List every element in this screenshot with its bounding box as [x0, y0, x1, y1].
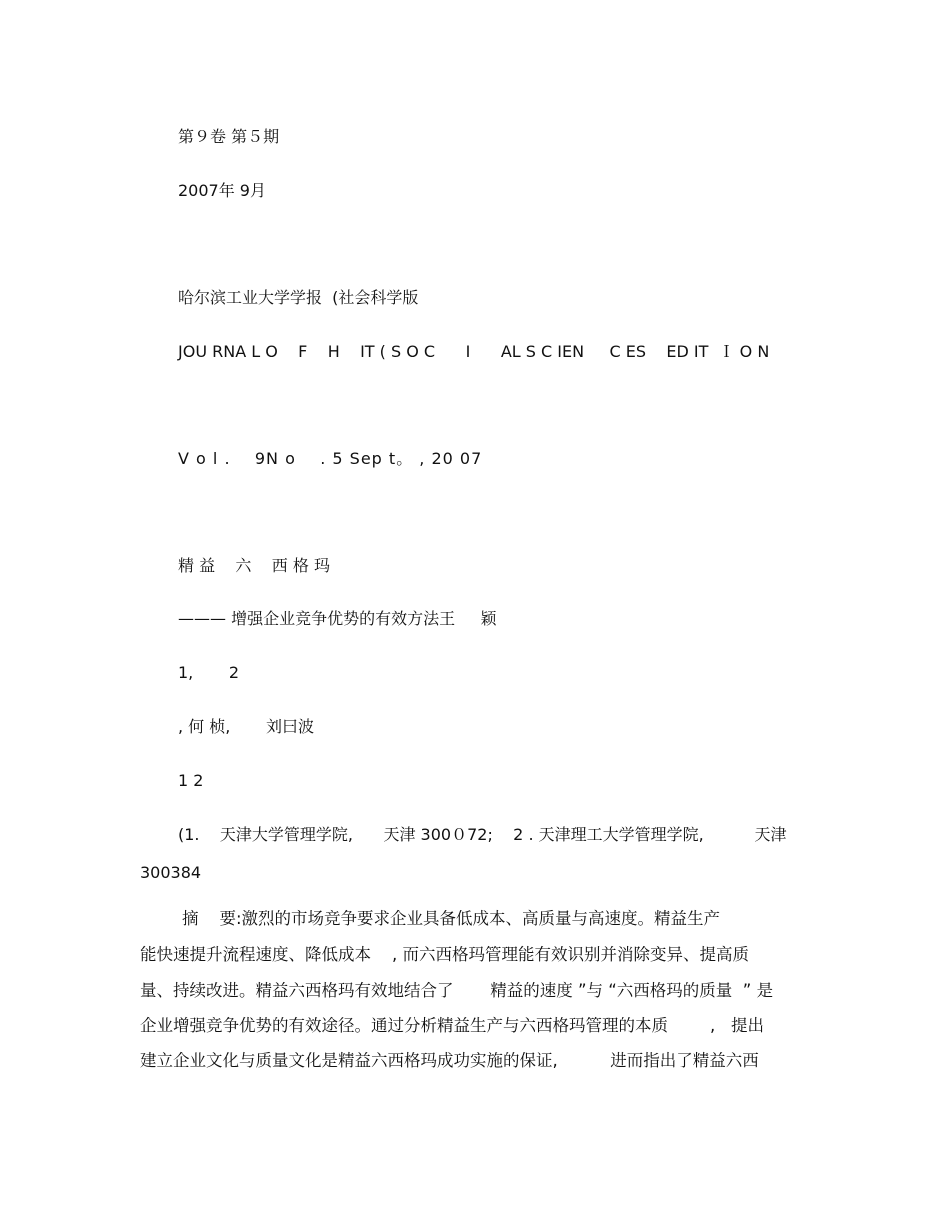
abstract-line: 企业增强竞争优势的有效途径。通过分析精益生产与六西格玛管理的本质 , 提出	[140, 1016, 764, 1035]
abstract-line: 建立企业文化与质量文化是精益六西格玛成功实施的保证, 进而指出了精益六西	[140, 1051, 759, 1070]
journal-title-cn: 哈尔滨工业大学学报 (社会科学版	[178, 288, 419, 307]
article-title: 精 益 六 西 格 玛	[178, 556, 330, 575]
volume-line: V o l . 9N o . 5 Sep t。 , 20 07	[178, 449, 483, 468]
affiliation-line: (1. 天津大学管理学院, 天津 300０72; 2 . 天津理工大学管理学院, 天津	[178, 825, 787, 844]
article-subtitle-author: ——— 增强企业竞争优势的有效方法王 颖	[178, 609, 497, 628]
affiliation-postcode: 300384	[140, 863, 202, 882]
abstract-line: 量、持续改进。精益六西格玛有效地结合了 精益的速度 ”与 “六西格玛的质量 ” 是	[140, 981, 774, 1000]
volume-issue: 第９卷 第５期	[178, 127, 280, 146]
affiliation-marks-2: 1 2	[178, 771, 204, 790]
affiliation-marks-1: 1, 2	[178, 663, 240, 682]
author-names: , 何 桢, 刘曰波	[178, 717, 314, 736]
abstract-line: 能快速提升流程速度、降低成本 , 而六西格玛管理能有效识别并消除变异、提高质	[140, 945, 749, 964]
abstract-line: 摘 要:激烈的市场竞争要求企业具备低成本、高质量与高速度。精益生产	[140, 909, 720, 928]
publication-date: 2007年 9月	[178, 181, 266, 200]
journal-title-en: JOU RNA L O F H IT ( S O C I AL S C IEN C ES ED IT Ｉ O N	[178, 342, 770, 361]
